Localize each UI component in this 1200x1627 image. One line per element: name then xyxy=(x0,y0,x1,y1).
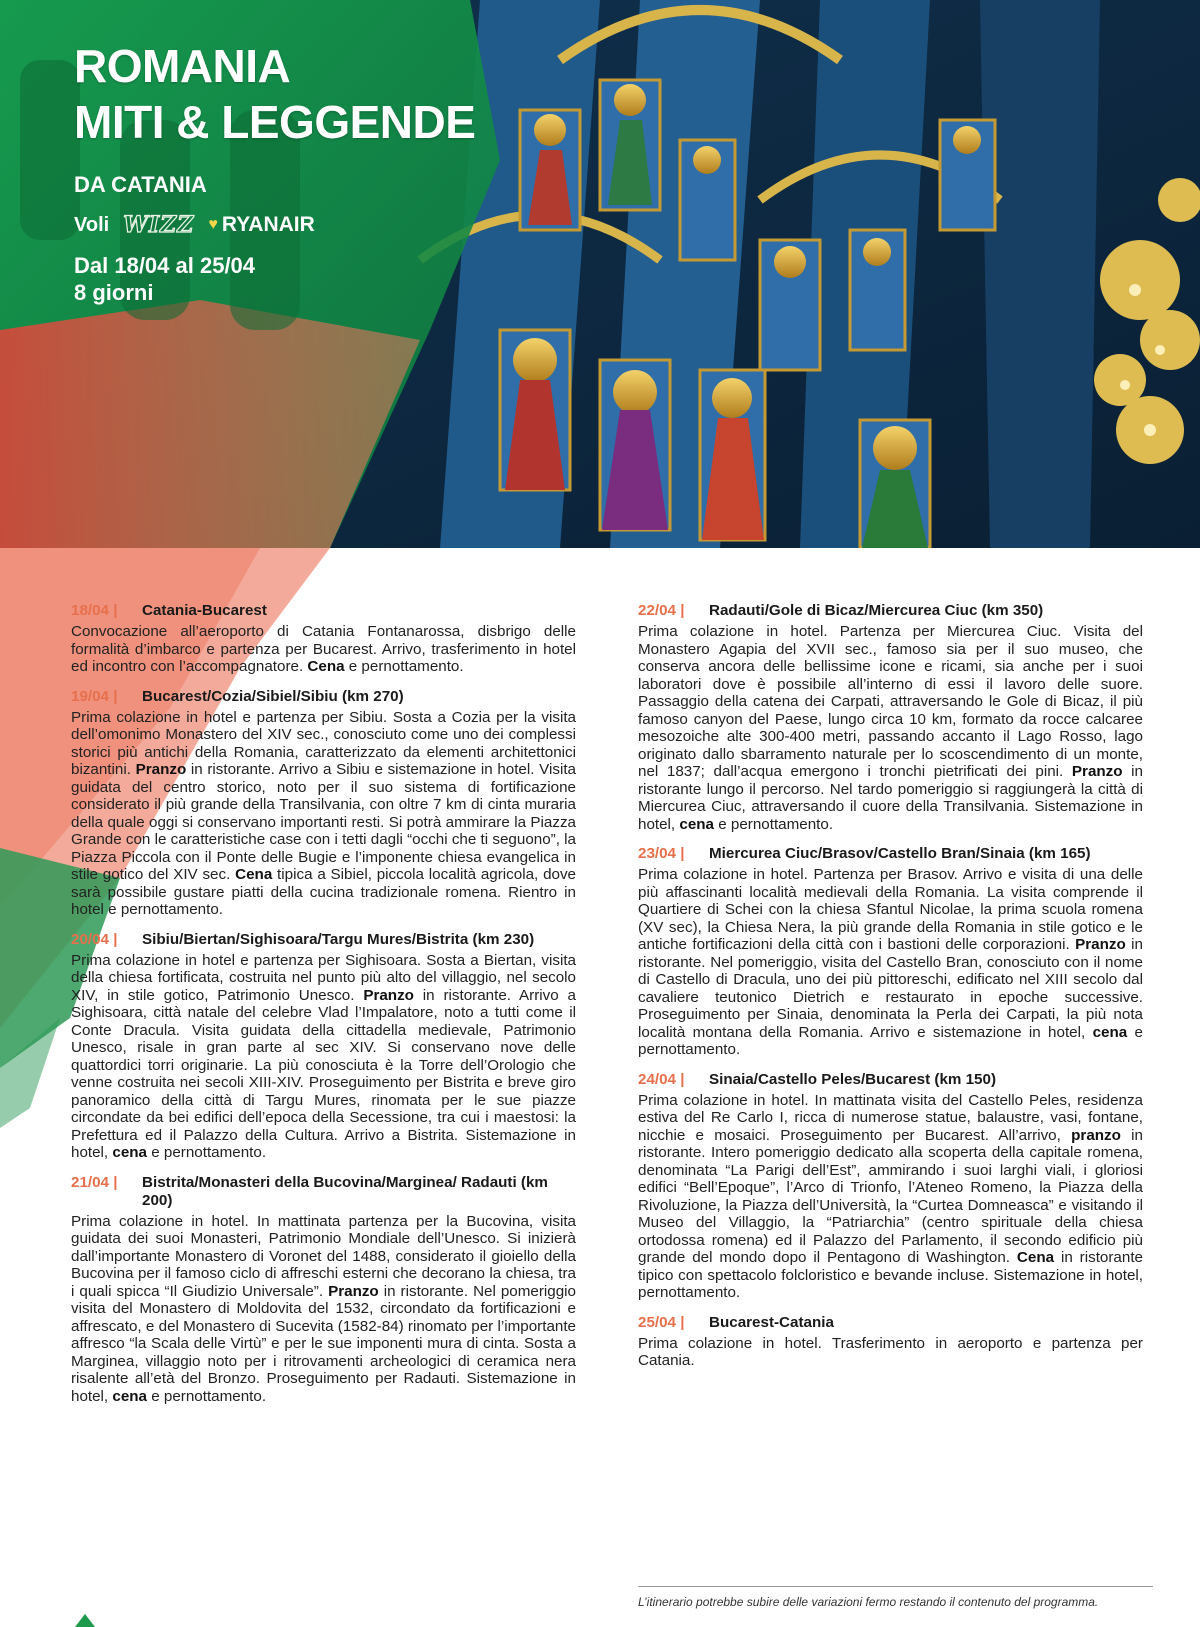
day-route: Bucarest-Catania xyxy=(709,1313,834,1331)
itinerary-day xyxy=(71,931,576,1162)
day-description: Prima colazione in hotel. Partenza per Miercurea Ciuc. Visita del Monastero Agapia del XVII sec., famoso sia per il suo museo, che conserva ancora delle bellissime icone e ricami, sia anche per i suoi laboratori dove è possibile all’interno di essi il lavoro delle suore. Passaggio della catena dei Carpati, attraversando le Gole di Bicaz, il più famoso canyon del Paese, lungo circa 10 km, formato da rocce calcaree mesozoiche alte 300-400 metri, passando accanto il Lago Rosso, lago originato dallo sbarramento naturale per lo scoscendimento di un monte, nel 1837; dall’acqua emergono i tronchi pietrificati dei pini. Pranzo in ristorante lungo il percorso. Nel tardo pomeriggio si raggiungerà la città di Miercurea Ciuc, attraversando il cuore della Transilvania. Sistemazione in hotel, cena e pernottamento. xyxy=(638,623,1143,833)
day-heading xyxy=(71,602,576,620)
day-date: 18/04 | xyxy=(71,602,118,619)
title-line-2: MITI & LEGGENDE xyxy=(74,96,476,148)
title-line-1: ROMANIA xyxy=(74,40,291,92)
day-description: Prima colazione in hotel. Trasferimento in aeroporto e partenza per Catania. xyxy=(638,1334,1143,1369)
day-route: Bucarest/Cozia/Sibiel/Sibiu (km 270) xyxy=(142,687,404,705)
itinerary-day xyxy=(71,688,576,919)
day-heading xyxy=(71,1174,576,1210)
day-heading xyxy=(638,602,1143,620)
day-description: Convocazione all’aeroporto di Catania Fontanarossa, disbrigo delle formalità d’imbarco e partenza per Bucarest. Arrivo, trasferimento in hotel ed incontro con l’accompagnatore. Cena e pernottamento. xyxy=(71,623,576,675)
day-route: Bistrita/Monasteri della Bucovina/Marginea/ Radauti (km 200) xyxy=(142,1173,548,1209)
flights-label: Voli xyxy=(74,213,110,236)
day-description: Prima colazione in hotel. Partenza per Brasov. Arrivo e visita di una delle più affascinanti località medievali della Romania. La visita comprende il Quartiere di Schei con la chiesa Sfantul Nicolae, la prima scuola romena (XV sec), la Chiesa Nera, la più grande della Romania in stile gotico e le antiche fortificazioni della città con i bastioni delle corporazioni. Pranzo in ristorante. Nel pomeriggio, visita del Castello Bran, conosciuto con il nome di Castello di Dracula, uno dei più pittoreschi, edificato nel XIII secolo dal cavaliere teutonico Dietrich e restaurato in epoche successive. Proseguimento per Sinaia, denominata la Perla dei Carpati, la più nota località montana della Romania. Arrivo e sistemazione in hotel, cena e pernottamento. xyxy=(638,866,1144,1058)
day-heading xyxy=(638,1071,1143,1089)
day-description: Prima colazione in hotel. In mattinata partenza per la Bucovina, visita guidata dei suoi Monasteri, Patrimonio Mondiale dell’Unesco. Si inizierà dall’importante Monastero di Voronet del 1488, considerato il gioiello della Bucovina per il famoso ciclo di affreschi esterni che decorano la chiesa, tra i quali spicca “Il Giudizio Universale”. Pranzo in ristorante. Nel pomeriggio visita del Monastero di Moldovita del 1532, circondato da fortificazioni e affrescato, e del Monastero di Sucevita (1582-84) rinomato per l’importante affresco “la Scala delle Virtù” e per le sue imponenti mura di cinta. Sosta a Marginea, villaggio noto per i ritrovamenti archeologici di ceramica nera risalente all’età del Bronzo. Proseguimento per Radauti. Sistemazione in hotel, cena e pernottamento. xyxy=(71,1212,577,1405)
wizz-air-logo: WIZZ xyxy=(123,212,195,238)
hero-text-block xyxy=(74,38,475,306)
itinerary-column-right xyxy=(638,602,1143,1382)
harp-icon: ♥ xyxy=(208,216,218,233)
day-heading xyxy=(71,688,576,706)
day-route: Sibiu/Biertan/Sighisoara/Targu Mures/Bistrita (km 230) xyxy=(142,930,535,948)
day-date: 21/04 | xyxy=(71,1173,118,1191)
itinerary-column-left xyxy=(71,602,576,1417)
page-title xyxy=(74,38,475,150)
leaf-icon xyxy=(74,1614,96,1627)
day-date: 20/04 | xyxy=(71,930,118,948)
day-route: Radauti/Gole di Bicaz/Miercurea Ciuc (km 350) xyxy=(709,602,1044,619)
trip-duration: 8 giorni xyxy=(74,280,154,305)
day-route: Miercurea Ciuc/Brasov/Castello Bran/Sinaia (km 165) xyxy=(709,845,1091,862)
itinerary-day xyxy=(638,845,1143,1059)
day-route: Sinaia/Castello Peles/Bucarest (km 150) xyxy=(709,1070,997,1088)
day-date: 23/04 | xyxy=(638,845,685,862)
trip-dates xyxy=(74,252,475,306)
itinerary-day xyxy=(638,1314,1143,1370)
day-date: 19/04 | xyxy=(71,687,118,705)
itinerary-disclaimer: L’itinerario potrebbe subire delle variazioni fermo restando il contenuto del programma. xyxy=(638,1586,1153,1610)
day-date: 25/04 | xyxy=(638,1313,685,1331)
hero-banner xyxy=(0,0,1200,548)
day-heading xyxy=(71,931,576,949)
day-heading xyxy=(638,845,1143,863)
date-range: Dal 18/04 al 25/04 xyxy=(74,253,256,278)
airlines-row xyxy=(74,212,475,238)
itinerary-day xyxy=(71,1174,576,1406)
itinerary-day xyxy=(638,1071,1143,1302)
departure-city: DA CATANIA xyxy=(74,172,207,197)
day-date: 22/04 | xyxy=(638,602,685,619)
day-date: 24/04 | xyxy=(638,1070,685,1088)
day-description: Prima colazione in hotel e partenza per Sibiu. Sosta a Cozia per la visita dell’omonimo Monastero del XIV sec., conosciuto come uno dei complessi storici più antichi della Romania, caratterizzato da elementi architettonici bizantini. Pranzo in ristorante. Arrivo a Sibiu e sistemazione in hotel. Visita guidata del centro storico, noto per il suo sistema di fortificazione considerato il più grande della Transilvania, con oltre 7 km di cinta muraria della quale oggi si conservano importanti resti. Si potrà ammirare la Piazza Grande con le caratteristiche case con i tetti dagli “occhi che ti seguono”, la Piazza Piccola con il Ponte delle Bugie e l’imponente chiesa evangelica in stile gotico del XIV sec. Cena tipica a Sibiel, piccola località agricola, dove sarà possibile gustare piatti della cucina tradizionale romena. Rientro in hotel e pernottamento. xyxy=(71,708,576,918)
day-description: Prima colazione in hotel. In mattinata visita del Castello Peles, residenza estiva del Re Carlo I, ricca di numerose statue, balaustre, vasi, fontane, nicchie e mosaici. Proseguimento per Bucarest. All’arrivo, pranzo in ristorante. Intero pomeriggio dedicato alla scoperta della capitale romena, denominata “La Parigi dell’Est”, ammirando i suoi larghi viali, i gloriosi edifici “Bell’Epoque”, l’Arco di Trionfo, l’Ateneo Romeno, la Piazza della Rivoluzione, la Piazza dell’Università, la “Curtea Domneasca” e visitando il Museo del Villaggio, la “Patriarchia” (centro spirituale della chiesa ortodossa romena) ed il Palazzo del Parlamento, il secondo edificio più grande del mondo dopo il Pentagono di Washington. Cena in ristorante tipico con spettacolo folcloristico e bevande incluse. Sistemazione in hotel, pernottamento. xyxy=(638,1091,1144,1301)
ryanair-logo: ♥ RYANAIR xyxy=(208,213,315,236)
itinerary-day xyxy=(638,602,1143,833)
day-description: Prima colazione in hotel e partenza per Sighisoara. Sosta a Biertan, visita della chiesa fortificata, costruita nel punto più alto del villaggio, nel secolo XIV, in stile gotico, Patrimonio Unesco. Pranzo in ristorante. Arrivo a Sighisoara, città natale del celebre Vlad l’Impalatore, noto a tutti come il Conte Dracula. Visita guidata della cittadella medievale, Patrimonio Unesco, risale in gran parte al sec XIV. Si conservano nove delle quattordici torri originarie. La più conosciuta è la Torre dell’Orologio che venne costruita nei secoli XIII-XIV. Proseguimento per Bistrita e breve giro panoramico della città di Targu Mures, rinomata per le sue piazze circondate da bei edifici dell’epoca della Secessione, tra cui i maestosi: la Prefettura ed il Palazzo della Cultura. Arrivo a Bistrita. Sistemazione in hotel, cena e pernottamento. xyxy=(71,951,576,1161)
day-heading xyxy=(638,1314,1143,1332)
itinerary-day xyxy=(71,602,576,676)
day-route: Catania-Bucarest xyxy=(142,602,267,619)
